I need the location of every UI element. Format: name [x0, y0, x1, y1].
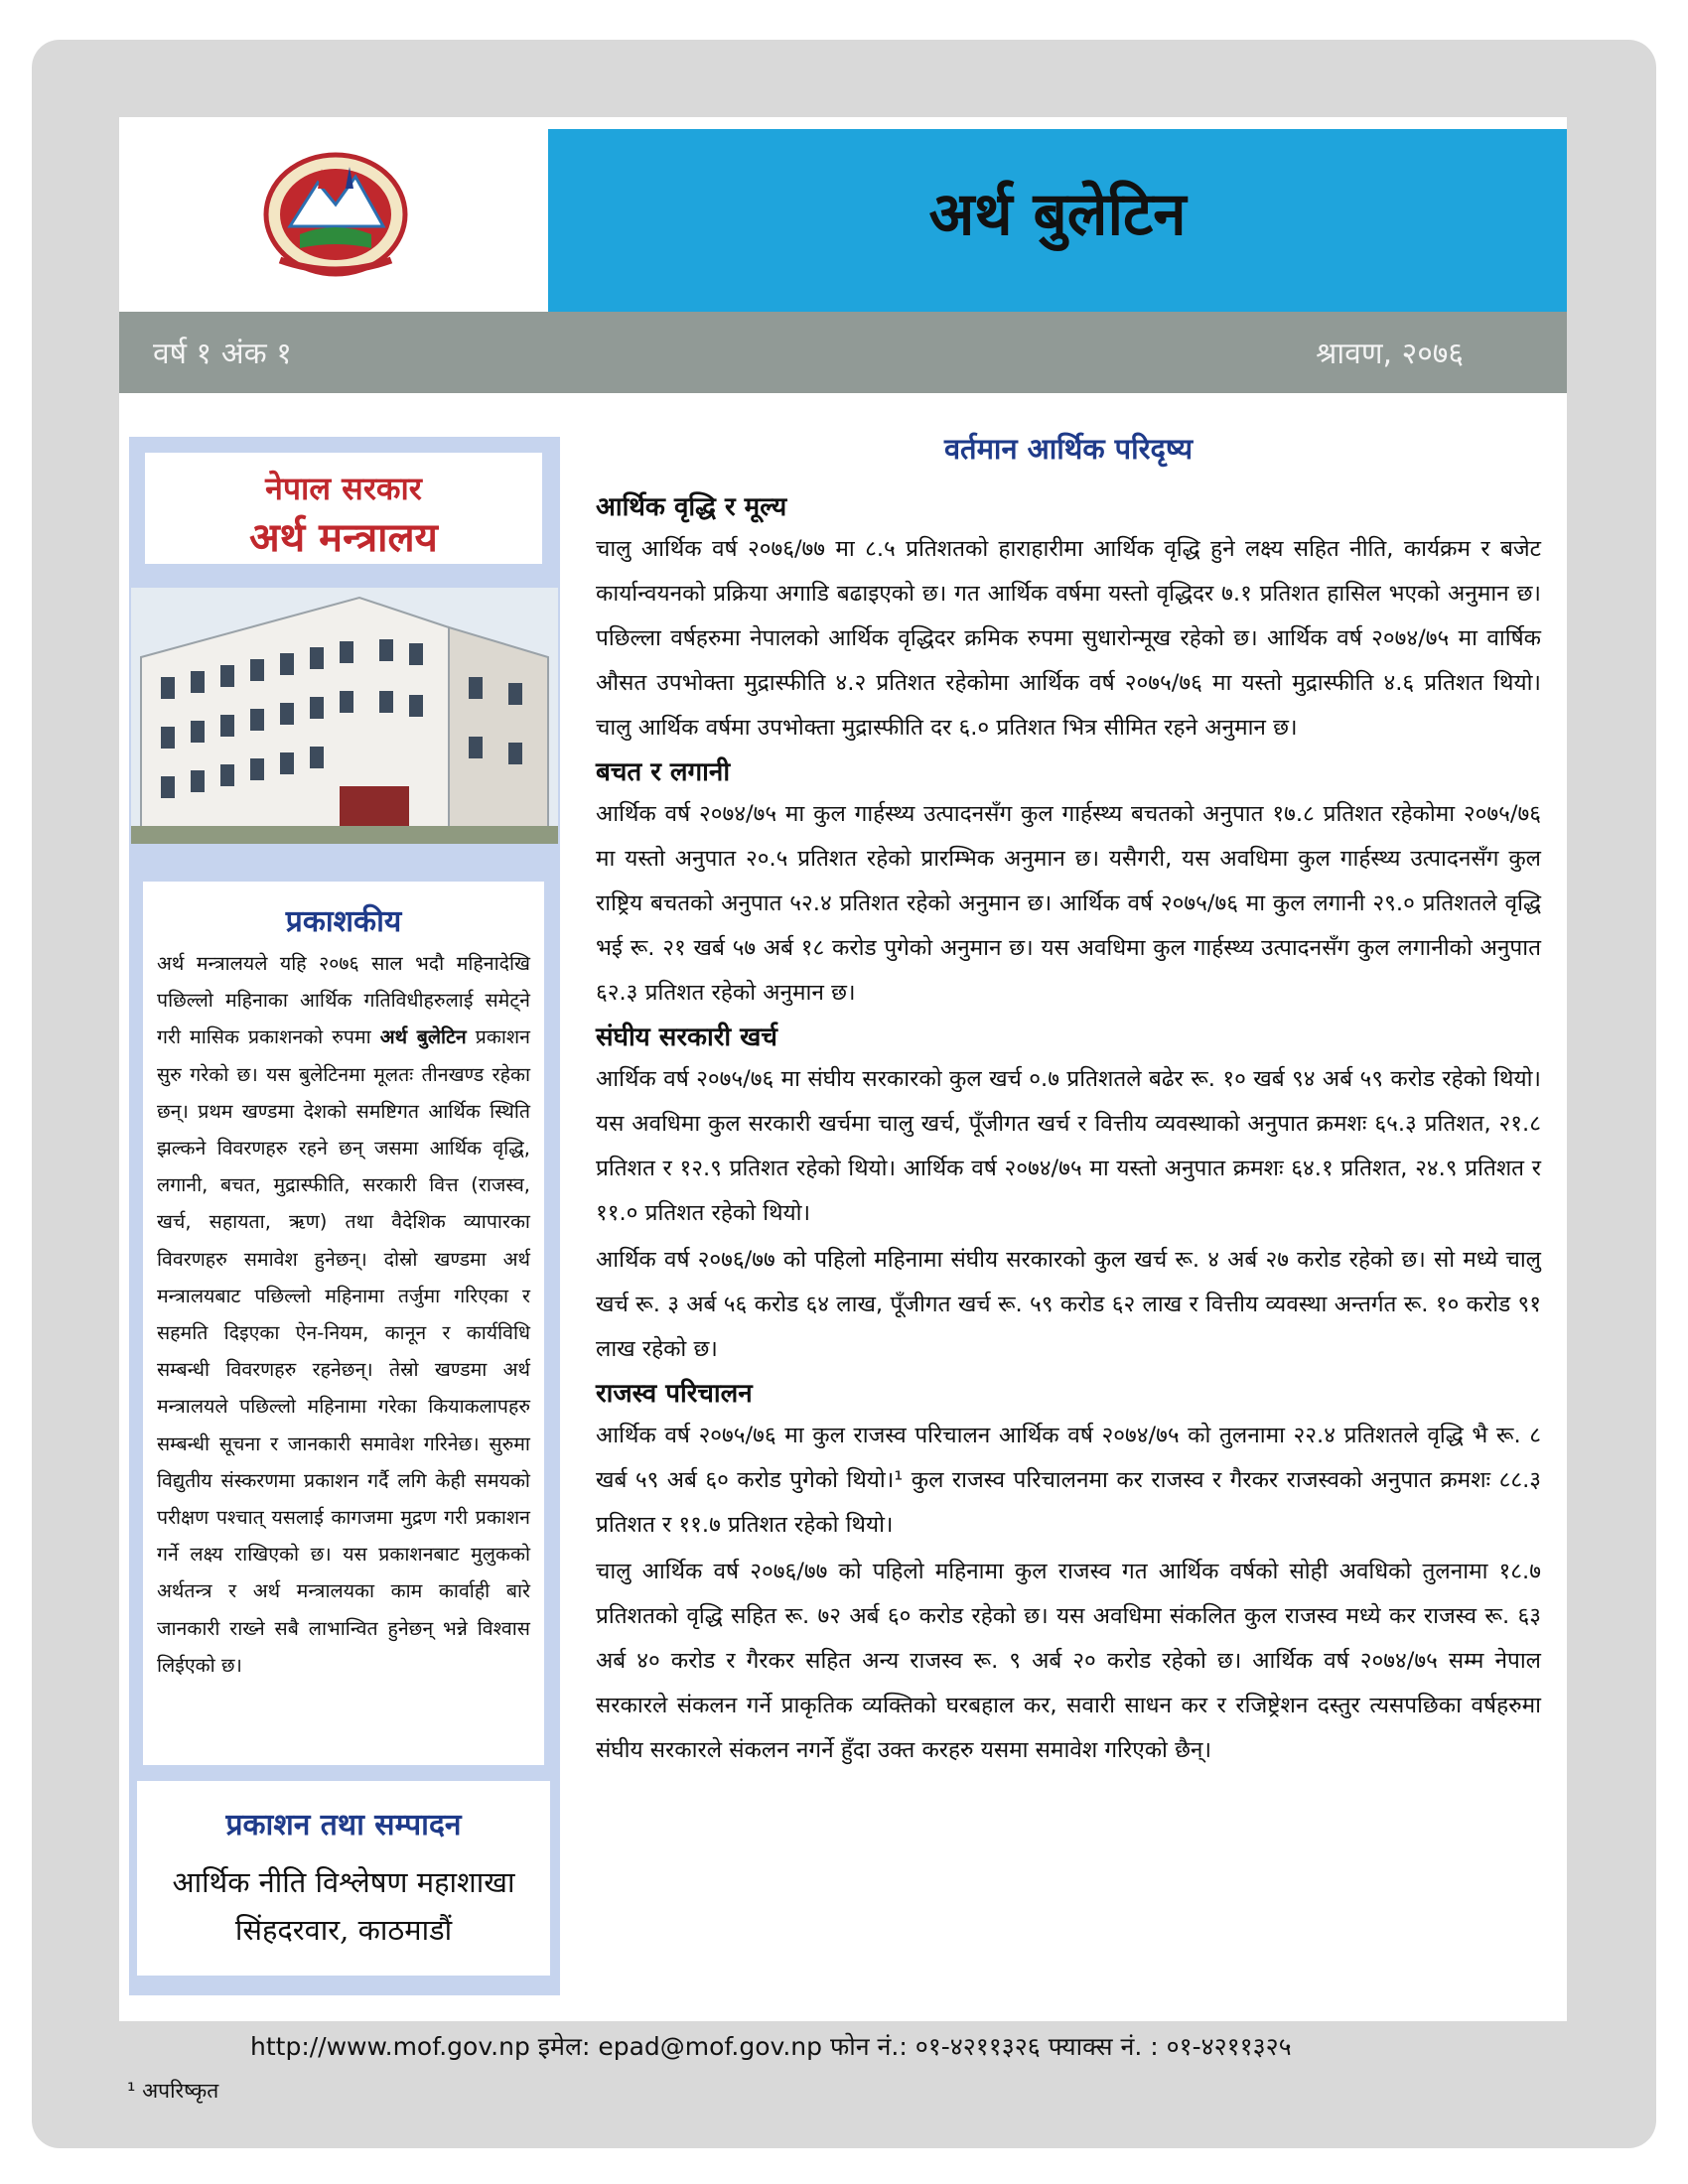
- government-name: नेपाल सरकार: [265, 470, 422, 507]
- section-title-savings: बचत र लगानी: [596, 757, 731, 787]
- ministry-box: [145, 453, 542, 564]
- section-expenditure-paragraph-1: आर्थिक वर्ष २०७५/७६ मा संघीय सरकारको कुल खर्च ०.७ प्रतिशतले बढेर रू. १० खर्ब ९४ अर्ब ५९ करोड रहेको थियो। यस अवधिमा कुल सरकारी खर्चमा चालु खर्च, पूँजीगत खर्च र वित्तीय व्यवस्थाको अनुपात क्रमशः ६५.३ प्रतिशत, २१.८ प्रतिशत र १२.९ प्रतिशत रहेको थियो। आर्थिक वर्ष २०७४/७५ मा यस्तो अनुपात क्रमशः ६४.१ प्रतिशत, २४.९ प्रतिशत र ११.० प्रतिशत रहेको थियो।: [596, 1066, 1541, 1226]
- main-content: [596, 429, 1541, 1775]
- editorial-text-part1: अर्थ मन्त्रालयले यहि २०७६ साल भदौ महिनादेखि पछिल्लो महिनाका आर्थिक गतिविधीहरुलाई समेट्ने गरी मासिक प्रकाशनको रुपमा: [157, 952, 530, 1049]
- editorial-text-part2: प्रकाशन सुरु गरेको छ। यस बुलेटिनमा मूलतः तीनखण्ड रहेका छन्। प्रथम खण्डमा देशको समष्टिगत आर्थिक स्थिति झल्कने विवरणहरु रहने छन् जसमा आर्थिक वृद्धि, लगानी, बचत, मुद्रास्फीति, सरकारी वित्त (राजस्व, खर्च, सहायता, ऋण) तथा वैदेशिक व्यापारका विवरणहरु समावेश हुनेछन्। दोस्रो खण्डमा अर्थ मन्त्रालयबाट पछिल्लो महिनामा तर्जुमा गरिएका र सहमति दिइएका ऐन-नियम, कानून र कार्यविधि सम्बन्धी विवरणहरु रहनेछन्। तेस्रो खण्डमा अर्थ मन्त्रालयले पछिल्लो महिनामा गरेका कियाकलापहरु सम्बन्धी सूचना र जानकारी समावेश गरिनेछ। सुरुमा विद्युतीय संस्करणमा प्रकाशन गर्दै लगि केही समयको परीक्षण पश्चात् यसलाई कागजमा मुद्रण गरी प्रकाशन गर्ने लक्ष्य राखिएको छ। यस प्रकाशनबाट मुलुकको अर्थतन्त्र र अर्थ मन्त्रालयका काम कार्वाही बारे जानकारी राख्ने सबै लाभान्वित हुनेछन् भन्ने विश्वास लिईएको छ।: [157, 1025, 530, 1677]
- editorial-bulletin-name: अर्थ बुलेटिन: [379, 1025, 467, 1049]
- section-savings-paragraph: आर्थिक वर्ष २०७४/७५ मा कुल गार्हस्थ्य उत्पादनसँग कुल गार्हस्थ्य बचतको अनुपात १७.८ प्रतिशत रहेकोमा २०७५/७६ मा यस्तो अनुपात २०.५ प्रतिशत रहेको प्रारम्भिक अनुमान छ। यसैगरी, यस अवधिमा कुल गार्हस्थ्य उत्पादनसँग कुल राष्ट्रिय बचतको अनुपात ५२.४ प्रतिशत रहेको अनुमान छ। आर्थिक वर्ष २०७५/७६ मा कुल लगानी २९.० प्रतिशतले वृद्धि भई रू. २१ खर्ब ५७ अर्ब १८ करोड पुगेको अनुमान छ। यस अवधिमा कुल गार्हस्थ्य उत्पादनसँग कुल लगानीको अनुपात ६२.३ प्रतिशत रहेको अनुमान छ।: [596, 801, 1541, 1006]
- title-band: [548, 129, 1567, 312]
- section-growth-paragraph: चालु आर्थिक वर्ष २०७६/७७ मा ८.५ प्रतिशतको हाराहारीमा आर्थिक वृद्धि हुने लक्ष्य सहित नीति, कार्यक्रम र बजेट कार्यान्वयनको प्रक्रिया अगाडि बढाइएको छ। गत आर्थिक वर्षमा यस्तो वृद्धिदर ७.१ प्रतिशत हासिल भएको अनुमान छ। पछिल्ला वर्षहरुमा नेपालको आर्थिक वृद्धिदर क्रमिक रुपमा सुधारोन्मूख रहेको छ। आर्थिक वर्ष २०७४/७५ मा वार्षिक औसत उपभोक्ता मुद्रास्फीति ४.२ प्रतिशत रहेकोमा आर्थिक वर्ष २०७५/७६ मा यस्तो मुद्रास्फीति ४.६ प्रतिशत थियो। चालु आर्थिक वर्षमा उपभोक्ता मुद्रास्फीति दर ६.० प्रतिशत भित्र सीमित रहने अनुमान छ।: [596, 536, 1541, 741]
- publisher-box: [137, 1781, 550, 1976]
- contact-footer: http://www.mof.gov.np इमेल: epad@mof.gov.np फोन नं.: ०१-४२११३२६ फ्याक्स नं. : ०१-४२११३२५: [250, 2032, 1292, 2061]
- issue-date: श्रावण, २०७६: [1316, 337, 1464, 371]
- section-revenue-paragraph-1: आर्थिक वर्ष २०७५/७६ मा कुल राजस्व परिचालन आर्थिक वर्ष २०७४/७५ को तुलनामा २२.४ प्रतिशतले वृद्धि भै रू. ८ खर्ब ५९ अर्ब ६० करोड पुगेको थियो।¹ कुल राजस्व परिचालनमा कर राजस्व र गैरकर राजस्वको अनुपात क्रमशः ८८.३ प्रतिशत र ११.७ प्रतिशत रहेको थियो।: [596, 1423, 1541, 1538]
- section-expenditure-paragraph-2: आर्थिक वर्ष २०७६/७७ को पहिलो महिनामा संघीय सरकारको कुल खर्च रू. ४ अर्ब २७ करोड रहेको छ। सो मध्ये चालु खर्च रू. ३ अर्ब ५६ करोड ६४ लाख, पूँजीगत खर्च रू. ५९ करोड ६२ लाख र वित्तीय व्यवस्था अन्तर्गत रू. १० करोड ९१ लाख रहेको छ।: [596, 1247, 1541, 1362]
- editorial-box: [143, 882, 544, 1765]
- nepal-emblem-icon: [260, 149, 411, 278]
- section-revenue-paragraph-2: चालु आर्थिक वर्ष २०७६/७७ को पहिलो महिनामा कुल राजस्व गत आर्थिक वर्षको सोही अवधिको तुलनामा १८.७ प्रतिशतको वृद्धि सहित रू. ७२ अर्ब ६० करोड रहेको छ। यस अवधिमा संकलित कुल राजस्व मध्ये कर राजस्व रू. ६३ अर्ब ४० करोड र गैरकर सहित अन्य राजस्व रू. ९ अर्ब २० करोड रहेको छ। आर्थिक वर्ष २०७४/७५ सम्म नेपाल सरकारले संकलन गर्ने प्राकृतिक व्यक्तिको घरबहाल कर, सवारी साधन कर र रजिष्ट्रेशन दस्तुर त्यसपछिका वर्षहरुमा संघीय सरकारले संकलन नगर्ने हुँदा उक्त करहरु यसमा समावेश गरिएको छैन्।: [596, 1559, 1541, 1763]
- editorial-text: [157, 945, 530, 1684]
- section-title-revenue: राजस्व परिचालन: [596, 1379, 753, 1409]
- footnote: ¹ अपरिष्कृत: [127, 2079, 219, 2103]
- main-heading: वर्तमान आर्थिक परिदृष्य: [943, 432, 1194, 466]
- publisher-address: सिंहदरवार, काठमाडौं: [234, 1913, 453, 1947]
- issue-number: वर्ष १ अंक १: [153, 337, 292, 371]
- bulletin-title: अर्थ बुलेटिन: [928, 180, 1187, 249]
- publisher-heading: प्रकाशन तथा सम्पादन: [225, 1808, 462, 1843]
- section-title-expenditure: संघीय सरकारी खर्च: [596, 1023, 777, 1052]
- publisher-division: आर्थिक नीति विश्लेषण महाशाखा: [172, 1865, 515, 1899]
- building-photo: [131, 588, 558, 844]
- issue-bar: [119, 312, 1567, 393]
- editorial-heading: प्रकाशकीय: [285, 904, 402, 939]
- ministry-name: अर्थ मन्त्रालय: [249, 514, 438, 561]
- section-title-growth: आर्थिक वृद्धि र मूल्य: [596, 492, 787, 522]
